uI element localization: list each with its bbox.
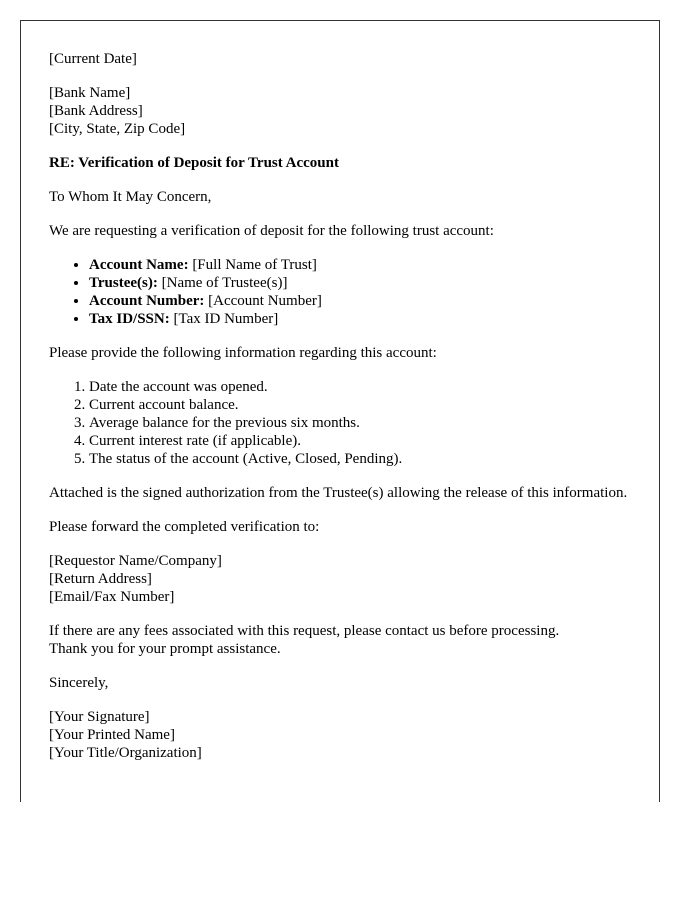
fees-note: If there are any fees associated with this request, please contact us before processing. — [49, 623, 560, 639]
recipient-address — [49, 84, 631, 138]
list-item — [89, 292, 631, 310]
detail-label: Trustee(s): — [89, 275, 158, 291]
detail-label: Account Name: — [89, 257, 189, 273]
detail-label: Account Number: — [89, 293, 205, 309]
title-organization: [Your Title/Organization] — [49, 745, 202, 761]
detail-value: [Name of Trustee(s)] — [157, 275, 288, 291]
date: [Current Date] — [49, 51, 137, 67]
signature: [Your Signature] — [49, 709, 150, 725]
detail-label: Tax ID/SSN: — [89, 311, 170, 327]
list-item: 2. Current account balance. — [89, 396, 631, 414]
list-item — [89, 274, 631, 292]
thanks: Thank you for your prompt assistance. — [49, 641, 281, 657]
bank-name: [Bank Name] — [49, 85, 131, 101]
subject-text: RE: Verification of Deposit for Trust Account — [49, 155, 339, 171]
requestor-name: [Requestor Name/Company] — [49, 553, 222, 569]
list-item: 4. Current interest rate (if applicable). — [89, 432, 631, 450]
fees-paragraph — [49, 622, 631, 658]
subject-line — [49, 154, 631, 172]
letter-page — [20, 20, 660, 802]
account-details-list — [49, 256, 631, 328]
authorization-note: Attached is the signed authorization from the Trustee(s) allowing the release of this information. — [49, 485, 628, 501]
list-item: 3. Average balance for the previous six months. — [89, 414, 631, 432]
forward-intro: Please forward the completed verification to: — [49, 519, 320, 535]
list-item: 5. The status of the account (Active, Closed, Pending). — [89, 450, 631, 468]
detail-value: [Tax ID Number] — [169, 311, 279, 327]
return-address-line: [Return Address] — [49, 571, 152, 587]
request-intro: Please provide the following information regarding this account: — [49, 345, 437, 361]
list-item — [89, 256, 631, 274]
list-item: 1. Date the account was opened. — [89, 378, 631, 396]
signature-block — [49, 708, 631, 762]
closing: Sincerely, — [49, 675, 109, 691]
return-address — [49, 552, 631, 606]
detail-value: [Full Name of Trust] — [188, 257, 317, 273]
list-item — [89, 310, 631, 328]
requested-items-list — [49, 378, 631, 468]
return-contact: [Email/Fax Number] — [49, 589, 175, 605]
printed-name: [Your Printed Name] — [49, 727, 175, 743]
detail-value: [Account Number] — [204, 293, 322, 309]
bank-city: [City, State, Zip Code] — [49, 121, 186, 137]
salutation: To Whom It May Concern, — [49, 189, 212, 205]
bank-address: [Bank Address] — [49, 103, 143, 119]
intro: We are requesting a verification of deposit for the following trust account: — [49, 223, 494, 239]
